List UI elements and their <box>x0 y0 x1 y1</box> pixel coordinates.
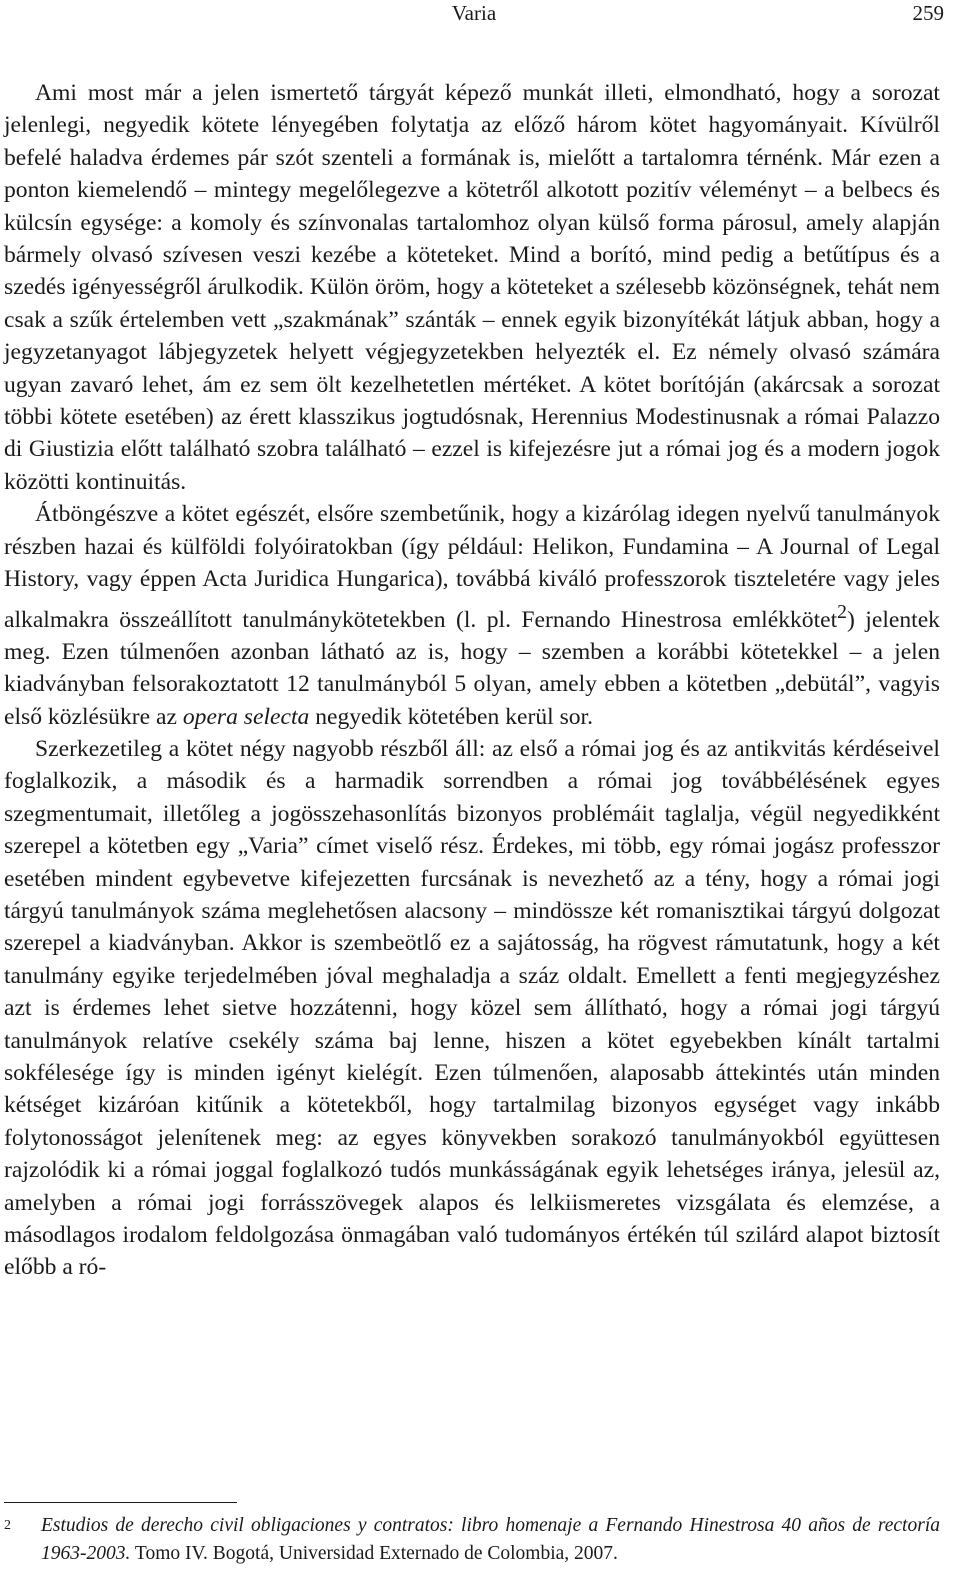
footnote-separator <box>4 1502 237 1503</box>
paragraph-2-text-before: Átböngészve a kötet egészét, elsőre szembetűnik, hogy a kizárólag idegen nyelvű tanulmányok részben hazai és külföldi folyóiratokban (így például: Helikon, Fundamina – A Journal of Legal History, vagy éppen Acta Juridica Hungarica), továbbá kiváló professzorok tiszteletére vagy jeles alkalmakra összeállított tanulmánykötetekben (l. pl. Fernando Hinestrosa emlékkötet <box>4 501 940 633</box>
footnote-book-title: Estudios de derecho civil obligaciones y contratos: libro homenaje a Fernando Hinestrosa 40 años de rectoría 1963-2003. <box>41 1515 940 1564</box>
running-title: Varia <box>451 1 497 25</box>
page-number: 259 <box>912 1 944 25</box>
running-header <box>4 0 944 26</box>
footnote-marker: 2 <box>4 1518 11 1533</box>
paragraph-3: Szerkezetileg a kötet négy nagyobb részből áll: az első a római jog és az antikvitás kérdéseivel foglalkozik, a második és a harmadik sorrendben a római jog továbbélésének egyes szegmentumait, illetőleg a jogösszehasonlítás bizonyos problémáit taglalja, végül negyedikként szerepel a kötetben egy „Varia” címet viselő rész. Érdekes, mi több, egy római jogász professzor esetében mindent egybevetve kifejezetten furcsának is nevezhető az a tény, hogy a római jogi tárgyú tanulmányok száma meglehetősen alacsony – mindössze két romanisztikai tárgyú dolgozat szerepel a kiadványban. Akkor is szembeötlő ez a sajátosság, ha rögvest rámutatunk, hogy a két tanulmány egyike terjedelmében jóval meghaladja a száz oldalt. Emellett a fenti megjegyzéshez azt is érdemes lehet sietve hozzátenni, hogy közel sem állítható, hogy a római jogi tárgyú tanulmányok relatíve csekély száma baj lenne, hiszen a kötet egyebekben kínált tartalmi sokfélesége így is minden igényt kielégít. Ezen túlmenően, alaposabb áttekintés után minden kétséget kizáróan kitűnik a kötetekből, hogy tartalmilag bizonyos egységet vagy inkább folytonosságot jelenítenek meg: az egyes könyvekben sorakozó tanulmányokból együttesen rajzolódik ki a római joggal foglalkozó tudós munkásságának egyik lehetséges iránya, jelesül az, amelyben a római jogi forrásszövegek alapos és lelkiismeretes vizsgálata és elemzése, a másodlagos irodalom feldolgozása önmagában való tudományos értékén túl szilárd alapot biztosít előbb a ró- <box>4 735 940 1281</box>
paragraph-2-text-middle: ) jelentek meg. Ezen túlmenően azonban látható az is, hogy – szemben a korábbi kötetekkel – a jelen kiadványban felsorakoztatott 12 tanulmányból 5 olyan, amely ebben a kötetben „debütál”, vagyis első közlésükre az <box>4 606 940 730</box>
body-text <box>4 77 940 1284</box>
footnote-reference[interactable]: 2 <box>837 600 847 623</box>
paragraph-2 <box>4 498 940 733</box>
footnote-body <box>41 1512 940 1568</box>
paragraph-1: Ami most már a jelen ismertető tárgyát képező munkát illeti, elmondható, hogy a sorozat jelenlegi, negyedik kötete lényegében folytatja az előző három kötet hagyományait. Kívülről befelé haladva érdemes pár szót szenteli a formának is, mielőtt a tartalomra térnénk. Már ezen a ponton kiemelendő – mintegy megelőlegezve a kötetről alkotott pozitív véleményt – a belbecs és külcsín egysége: a komoly és színvonalas tartalomhoz olyan külső forma párosul, amely alapján bármely olvasó szívesen veszi kezébe a köteteket. Mind a borító, mind pedig a betűtípus és a szedés igényességről árulkodik. Külön öröm, hogy a köteteket a szélesebb közönségnek, tehát nem csak a szűk értelemben vett „szakmának” szánták – ennek egyik bizonyítékát látjuk abban, hogy a jegyzetanyagot lábjegyzetek helyett végjegyzetekben helyezték el. Ez némely olvasó számára ugyan zavaró lehet, ám ez sem ölt kezelhetetlen mértéket. A kötet borítóján (akárcsak a sorozat többi kötete esetében) az érett klasszikus jogtudósnak, Herennius Modestinusnak a római Palazzo di Giustizia előtt található szobra található – ezzel is kifejezésre jut a római jog és a modern jogok közötti kontinuitás. <box>4 80 940 495</box>
paragraph-2-text-after: negyedik kötetében kerül sor. <box>309 703 593 730</box>
footnote <box>4 1512 940 1568</box>
italic-series-title: opera selecta <box>182 703 310 730</box>
footnote-publication-details: Tomo IV. Bogotá, Universidad Externado de Colombia, 2007. <box>130 1543 618 1564</box>
